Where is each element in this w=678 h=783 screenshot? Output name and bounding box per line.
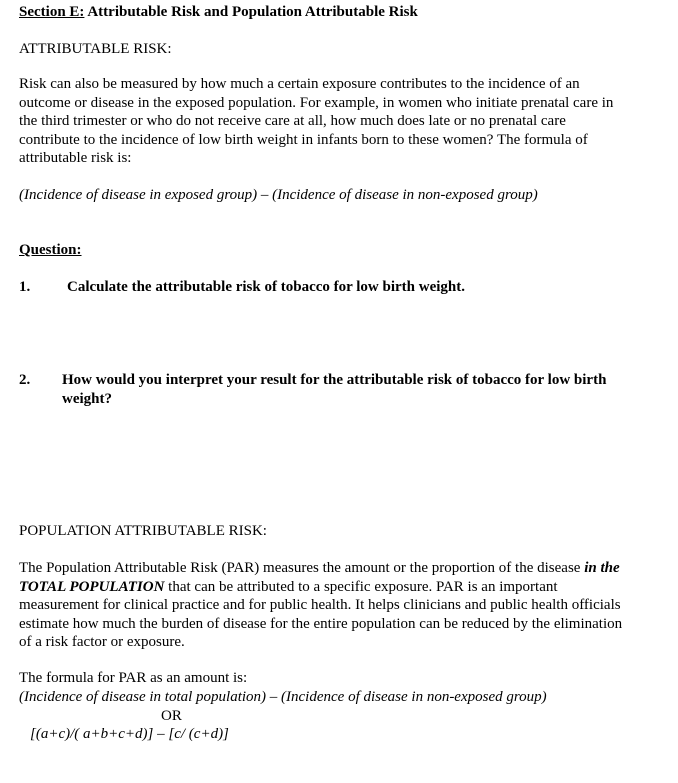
section-title: Attributable Risk and Population Attributable Risk xyxy=(84,4,418,20)
question-text: How would you interpret your result for the attributable risk of tobacco for low birth weight? xyxy=(62,372,607,407)
question-item-1 xyxy=(19,278,628,297)
par-heading: POPULATION ATTRIBUTABLE RISK: xyxy=(19,523,267,539)
par-paragraph-emphasis: in the TOTAL POPULATION xyxy=(19,560,620,595)
par-paragraph-text-continued: that can be attributed to a specific exposure. PAR is an important measurement for clinical practice and for public health. It helps clinicians and public health officials estimate how much the burden of disease for the entire population can be reduced by the elimination of a risk factor or exposure. xyxy=(19,578,623,650)
section-label: Section E: xyxy=(19,4,85,20)
or-label: OR xyxy=(161,708,182,724)
par-formula-intro: The formula for PAR as an amount is: xyxy=(19,670,248,686)
question-item-2 xyxy=(19,371,628,408)
question-heading: Question: xyxy=(19,242,82,258)
question-text: Calculate the attributable risk of tobacco for low birth weight. xyxy=(67,279,466,295)
par-paragraph xyxy=(19,559,628,652)
par-paragraph-text: The Population Attributable Risk (PAR) measures the amount or the proportion of the disease xyxy=(19,560,585,576)
par-formula-symbols: [(a+c)/( a+b+c+d)] – [c/ (c+d)] xyxy=(30,726,229,742)
par-formula-words: (Incidence of disease in total population) – (Incidence of disease in non-exposed group) xyxy=(19,689,547,705)
attributable-risk-formula: (Incidence of disease in exposed group) – (Incidence of disease in non-exposed group) xyxy=(19,187,538,203)
attributable-risk-heading: ATTRIBUTABLE RISK: xyxy=(19,41,172,57)
section-heading xyxy=(19,3,628,22)
question-number: 1. xyxy=(19,279,31,295)
attributable-risk-paragraph: Risk can also be measured by how much a certain exposure contributes to the incidence of an outcome or disease in the exposed population. For example, in women who initiate prenatal care in the third trimester or who do not receive care at all, how much does late or no prenatal care contribute to the incidence of low birth weight in infants born to these women? The formula of attributable risk is: xyxy=(19,76,614,166)
question-number: 2. xyxy=(19,372,31,388)
